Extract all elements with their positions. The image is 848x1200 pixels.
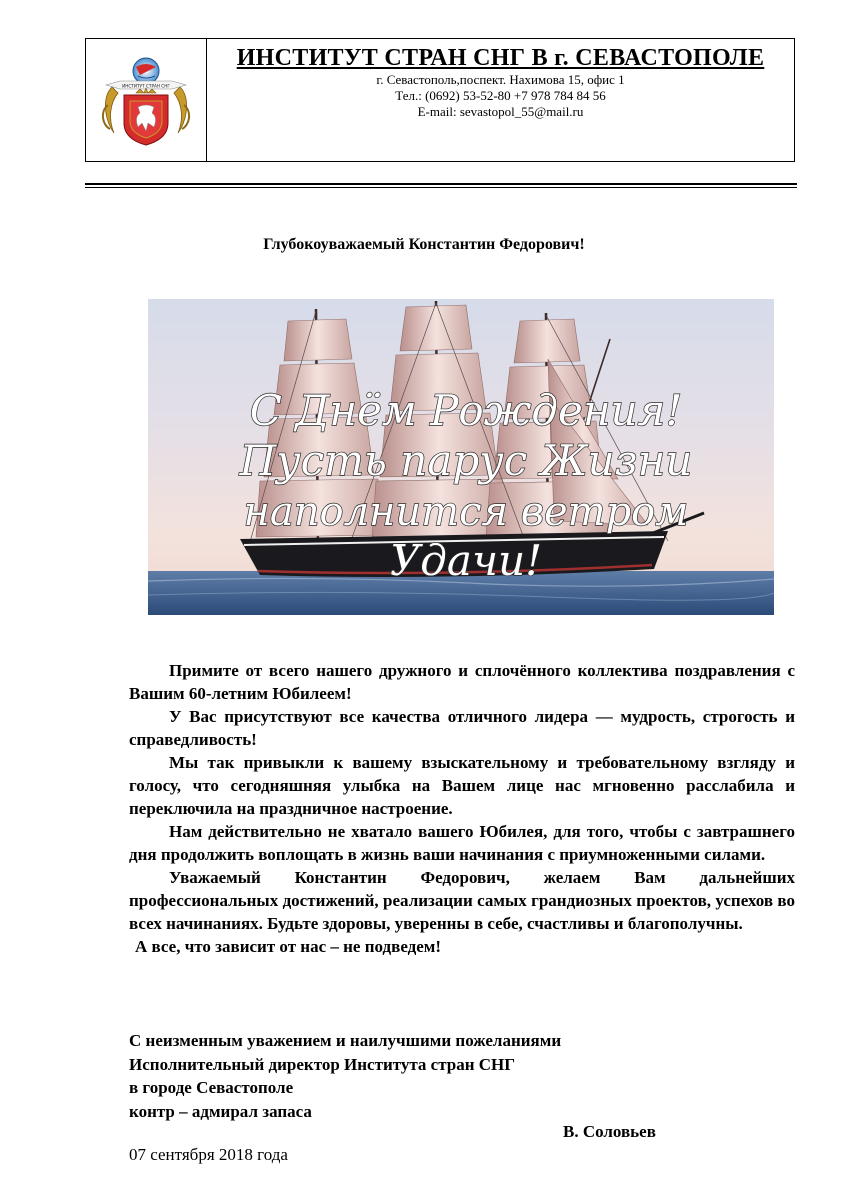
header-divider-thin [85,187,797,188]
closing-line: Исполнительный директор Института стран СНГ [129,1054,516,1074]
letter-body [129,659,795,958]
org-phone: Тел.: (0692) 53-52-80 +7 978 784 84 56 [395,88,606,103]
body-paragraph: Мы так привыкли к вашему взыскательному и требовательному взгляду и голосу, что сегодняшняя улыбка на Вашем лице нас мгновенно расслабила и переключила на праздничное настроение. [129,753,795,818]
body-paragraph: Примите от всего нашего дружного и сплочённого коллектива поздравления с Вашим 60-летним Юбилеем! [129,661,795,703]
org-info [207,39,794,120]
closing-line: контр – адмирал запаса [129,1101,312,1121]
salutation: Глубокоуважаемый Константин Федорович! [263,236,585,253]
closing-line: в городе Севастополе [129,1078,294,1097]
greeting-line-4: Удачи! [389,536,543,585]
org-email: E-mail: sevastopol_55@mail.ru [417,104,584,119]
closing-line: С неизменным уважением и наилучшими пожеланиями [129,1031,562,1050]
closing-block [129,1029,561,1123]
coat-of-arms-emblem-icon [100,49,192,149]
greeting-line-1: С Днём Рождения! [249,386,683,435]
logo-cell [86,39,207,161]
sailing-ship-greeting-image [148,299,774,615]
greeting-line-3: наполнится ветром [243,489,689,535]
body-paragraph: Уважаемый Константин Федорович, желаем Вам дальнейших профессиональных достижений, реализации самых грандиозных проектов, успехов во всех начинаниях. Будьте здоровы, уверенны в себе, счастливы и благополучны. [129,868,795,933]
body-paragraph: А все, что зависит от нас – не подведем! [135,937,442,956]
header-divider-thick [85,183,797,185]
letter-date: 07 сентября 2018 года [129,1145,288,1164]
org-name: ИНСТИТУТ СТРАН СНГ В г. СЕВАСТОПОЛЕ [236,45,765,71]
body-paragraph: У Вас присутствуют все качества отличного лидера — мудрость, строгость и справедливость! [129,707,795,749]
letterhead-table [85,38,795,162]
signature: В. Соловьев [563,1122,656,1141]
greeting-line-2: Пусть парус Жизни [239,436,693,485]
body-paragraph: Нам действительно не хватало вашего Юбилея, для того, чтобы с завтрашнего дня продолжить воплощать в жизнь ваши начинания с приумноженными силами. [129,822,795,864]
logo-banner-text: ИНСТИТУТ СТРАН СНГ [122,83,170,89]
org-address: г. Севастополь,поспект. Нахимова 15, офис 1 [376,72,625,87]
